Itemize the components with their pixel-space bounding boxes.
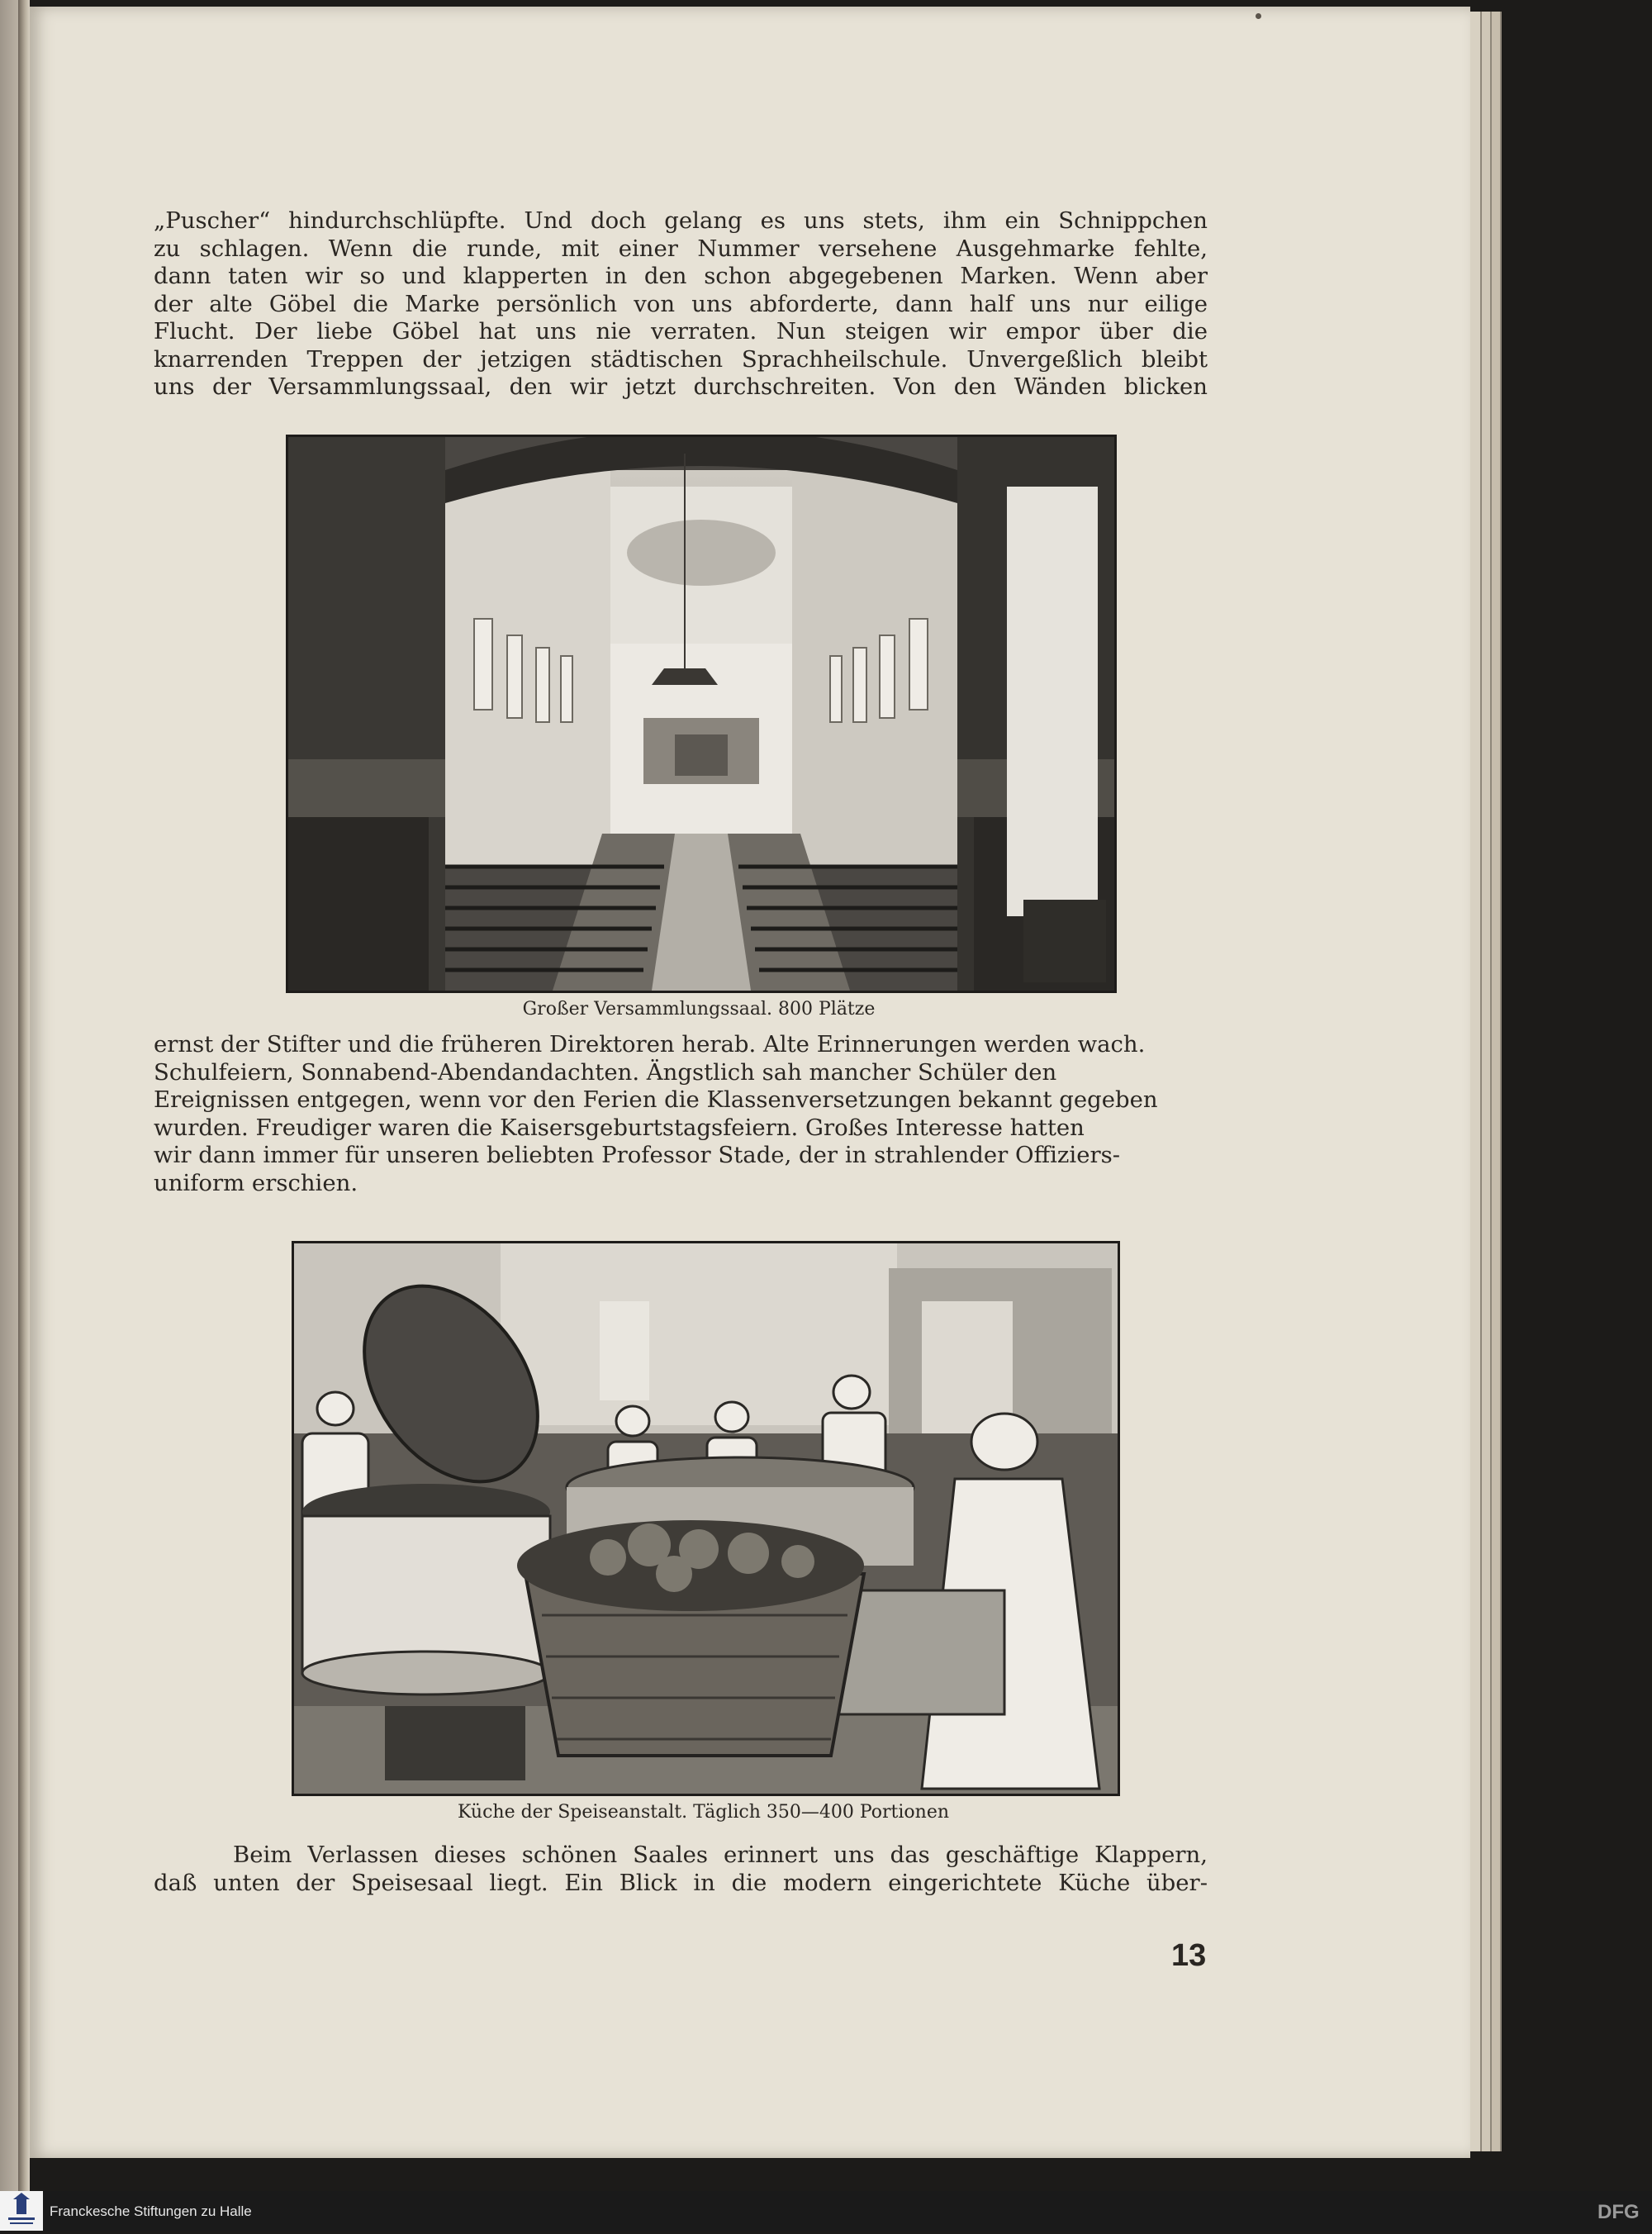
text-line: wurden. Freudiger waren die Kaisersgeburtstagsfeiern. Großes Interesse hatten <box>154 1114 1085 1141</box>
text-line: daß unten der Speisesaal liegt. Ein Blick in die modern eingerichtete Küche über- <box>154 1869 1208 1896</box>
caption-kitchen: Küche der Speiseanstalt. Täglich 350—400 Portionen <box>457 1802 950 1823</box>
text-line: Flucht. Der liebe Göbel hat uns nie verraten. Nun steigen wir empor über die <box>154 318 1208 345</box>
text-line: der alte Göbel die Marke persönlich von uns abforderte, dann half uns nur eilige <box>154 290 1208 317</box>
francke-foundation-logo-icon[interactable] <box>0 2191 43 2231</box>
page-edge <box>1482 12 1492 2151</box>
assembly-hall-photo <box>286 435 1117 993</box>
text-line: knarrenden Treppen der jetzigen städtischen Sprachheilschule. Unvergeßlich bleibt <box>154 345 1208 373</box>
text-line: „Puscher“ hindurchschlüpfte. Und doch gelang es uns stets, ihm ein Schnippchen <box>154 207 1208 234</box>
book-spine <box>18 0 30 2191</box>
text-line: wir dann immer für unseren beliebten Professor Stade, der in strahlender Offiziers- <box>154 1142 1121 1168</box>
text-line: uns der Versammlungssaal, den wir jetzt durchschreiten. Von den Wänden blicken <box>154 373 1208 400</box>
dfg-logo[interactable]: DFG <box>1597 2201 1640 2223</box>
text-line: Schulfeiern, Sonnabend-Abendandachten. Ängstlich sah mancher Schüler den <box>154 1058 1057 1086</box>
text-line: zu schlagen. Wenn die runde, mit einer Nummer versehene Ausgehmarke fehlte, <box>154 235 1208 262</box>
page-edge <box>1470 12 1482 2151</box>
kitchen-photo <box>292 1241 1120 1796</box>
text-line: uniform erschien. <box>154 1169 358 1196</box>
text-line: Ereignissen entgegen, wenn vor den Ferien die Klassenversetzungen bekannt gegeben <box>154 1086 1158 1113</box>
assembly-hall-illustration <box>288 437 1114 991</box>
page-edge <box>1492 12 1502 2151</box>
page-speck <box>1256 13 1261 19</box>
footer-institution-name[interactable]: Franckesche Stiftungen zu Halle <box>50 2203 252 2219</box>
text-line: Beim Verlassen dieses schönen Saales erinnert uns das geschäftige Klappern, <box>233 1842 1208 1868</box>
paragraph-middle <box>154 1031 1208 1197</box>
text-line: dann taten wir so und klapperten in den schon abgegebenen Marken. Wenn aber <box>154 263 1208 289</box>
text-line: ernst der Stifter und die früheren Direktoren herab. Alte Erinnerungen werden wach. <box>154 1031 1146 1058</box>
caption-assembly-hall: Großer Versammlungssaal. 800 Plätze <box>522 999 876 1020</box>
paragraph-top <box>154 207 1208 402</box>
page-number: 13 <box>1171 1938 1207 1973</box>
paragraph-bottom <box>154 1842 1208 1897</box>
kitchen-illustration <box>294 1243 1118 1794</box>
